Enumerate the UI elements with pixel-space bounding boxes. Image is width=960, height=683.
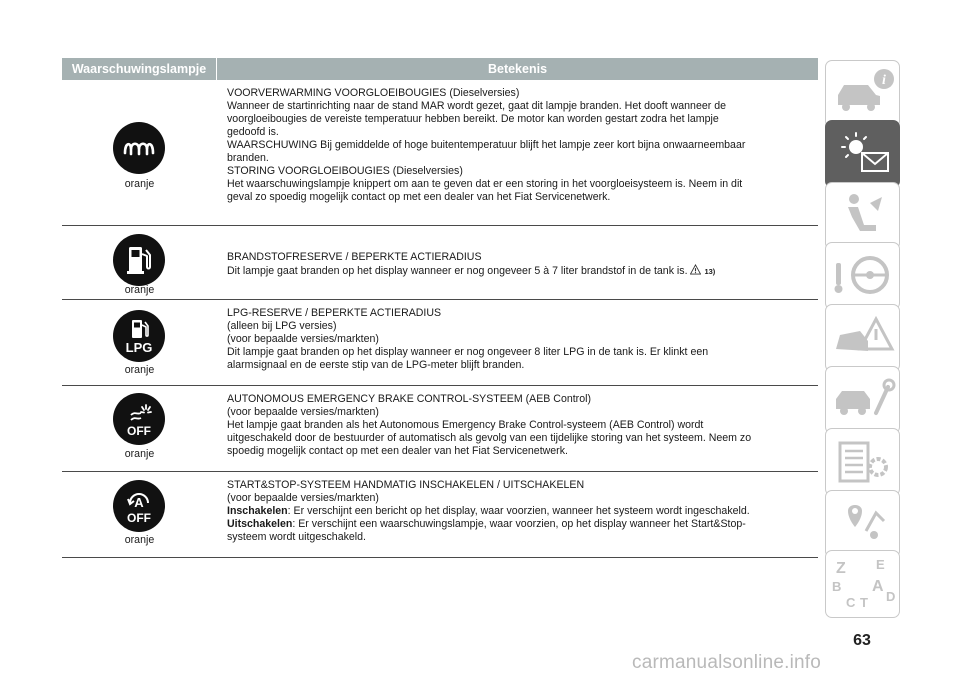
text-line: Het waarschuwingslampje knippert om aan te geven dat er een storing in het voorgloeisysteem is. Neem in dit [227,178,743,190]
table-row [62,80,818,226]
fuel-pump-icon [113,234,165,286]
lamp-cell [62,226,217,299]
sidebar-tab-multimedia[interactable] [825,490,900,558]
meaning-cell [217,80,818,225]
lamp-cell [62,300,217,385]
technical-data-icon [826,429,900,496]
text-line: geval zo spoedig mogelijk contact op met een dealer van het Fiat Servicenetwerk. [227,191,611,203]
lamp-color-label: oranje [124,178,155,190]
sidebar-tab-index[interactable] [825,550,900,618]
enable-label: Inschakelen [227,505,288,517]
text-line: uitgeschakeld door de bestuurder of automatisch als gevolg van een tijdelijke storing van het systeem. Neem zo [227,432,752,444]
multimedia-icon [826,491,900,558]
sidebar-tab-maintenance[interactable] [825,366,900,434]
text-line: (voor bepaalde versies/markten) [227,333,379,345]
key-steering-wheel-icon [826,243,900,310]
header-meaning: Betekenis [487,62,548,76]
start-stop-icon-text: OFF [127,511,151,525]
text-line: WAARSCHUWING Bij gemiddelde of hoge buitentemperatuur blijft het lampje zeer kort bijna onwaarneembaar [227,139,746,151]
start-stop-icon-letter: A [134,495,144,510]
warning-lights-table [62,58,818,558]
lamp-cell [62,386,217,471]
glow-plug-icon [113,122,165,174]
text-line: (voor bepaalde versies/markten) [227,406,379,418]
page-number: 63 [853,632,871,649]
disable-paragraph [227,518,812,531]
warning-lights-icon [826,121,900,188]
sidebar-tab-technical-data[interactable] [825,428,900,496]
enable-text: : Er verschijnt een bericht op het display, waar voorzien, wanneer het systeem wordt ingeschakeld. [287,505,750,517]
index-letter: D [886,589,896,604]
sidebar-tab-safety[interactable] [825,182,900,250]
watermark: carmanualsonline.info [632,652,822,673]
row-body [227,264,812,278]
car-info-icon [826,61,900,128]
lamp-cell [62,80,217,225]
text-line: LPG-RESERVE / BEPERKTE ACTIERADIUS [227,307,442,319]
aeb-off-icon [113,393,165,445]
sidebar-tab-starting-driving[interactable] [825,242,900,310]
table-row [62,472,818,558]
text-line: AUTONOMOUS EMERGENCY BRAKE CONTROL-SYSTEEM (AEB Control) [227,393,591,405]
text-line: (alleen bij LPG versies) [227,320,337,332]
meaning-cell [217,226,818,299]
reference-number: 13) [704,267,716,276]
meaning-cell [217,472,818,557]
lpg-fuel-icon [113,310,165,362]
header-warning-light: Waarschuwingslampje [62,58,217,80]
start-stop-off-icon [113,480,165,532]
index-letter: B [832,579,842,594]
enable-paragraph [227,505,812,518]
index-az-icon [826,551,900,618]
lpg-icon-text: LPG [125,340,153,355]
text-line: branden. [227,152,269,164]
disable-text: : Er verschijnt een waarschuwingslampje, waar voorzien, op het display wanneer het Start&Stop- [292,518,746,530]
emergency-warning-icon [826,305,900,372]
meaning-cell [217,386,818,471]
text-line: systeem wordt uitgeschakeld. [227,531,366,543]
text-line: VOORVERWARMING VOORGLOEIBOUGIES (Dieselversies) [227,87,520,99]
text-line: alarmsignaal en de eerste stip van de LPG-meter blijft branden. [227,359,525,371]
sidebar-tab-warning-lights[interactable] [825,120,900,188]
text-line: Het lampje gaat branden als het Autonomous Emergency Brake Control-systeem (AEB Control) wordt [227,419,704,431]
text-line: voorgloeibougies de vereiste temperatuur hebben bereikt. De motor kan worden gestart zodra het lampje [227,113,719,125]
disable-label: Uitschakelen [227,518,293,530]
meaning-cell [217,300,818,385]
row-title: BRANDSTOFRESERVE / BEPERKTE ACTIERADIUS [227,251,482,263]
svg-text:i: i [882,73,886,88]
lamp-color-label: oranje [124,364,155,376]
table-row [62,300,818,386]
sidebar-tab-emergency[interactable] [825,304,900,372]
warning-triangle-icon [690,264,701,275]
text-line: gedoofd is. [227,126,279,138]
lamp-cell [62,472,217,557]
index-letter: A [872,578,884,595]
row-subtitle: (voor bepaalde versies/markten) [227,492,379,504]
text-line: STORING VOORGLOEIBOUGIES (Dieselversies) [227,165,463,177]
table-row [62,386,818,472]
index-letter: Z [836,560,846,577]
index-letter: T [860,595,868,610]
text-line: Wanneer de startinrichting naar de stand MAR wordt gezet, gaat dit lampje branden. Het dooft wanneer de [227,100,726,112]
text-line: spoedig mogelijk contact op met een dealer van het Fiat Servicenetwerk. [227,445,568,457]
sidebar-tab-car-info[interactable] [825,60,900,128]
car-service-icon [826,367,900,434]
aeb-icon-text: OFF [127,424,151,438]
airbag-seat-icon [826,183,900,250]
row-title: START&STOP-SYSTEEM HANDMATIG INSCHAKELEN / UITSCHAKELEN [227,479,585,491]
table-row [62,226,818,300]
lamp-color-label: oranje [124,448,155,460]
index-letter: E [876,557,885,572]
table-header [62,58,818,80]
text-line: Dit lampje gaat branden op het display wanneer er nog ongeveer 8 liter LPG in de tank is. Er klinkt een [227,346,709,358]
lamp-color-label: oranje [124,284,155,296]
body-text: Dit lampje gaat branden op het display wanneer er nog ongeveer 5 à 7 liter brandstof in de tank is. [227,265,688,277]
index-letter: C [846,595,856,610]
lamp-color-label: oranje [124,534,155,546]
